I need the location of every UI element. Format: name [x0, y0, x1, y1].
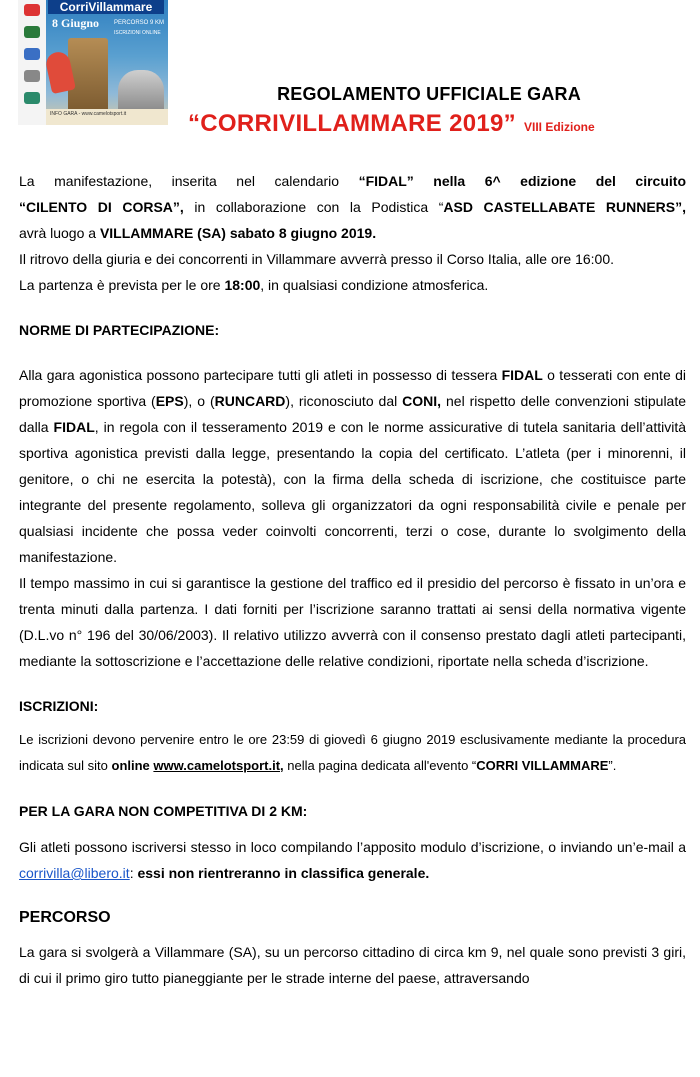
- sponsor-logo: [24, 4, 40, 16]
- poster-title: CorriVillammare: [48, 0, 164, 14]
- event-poster-image: [18, 0, 168, 125]
- poster-date: 8 Giugno: [52, 16, 100, 30]
- camelotsport-link[interactable]: www.camelotsport.it,: [153, 758, 284, 773]
- event-name: “CORRIVILLAMMARE 2019”: [188, 110, 516, 137]
- sponsor-logo: [24, 48, 40, 60]
- document-title: REGOLAMENTO UFFICIALE GARA: [277, 84, 581, 104]
- norme-paragraph: Alla gara agonistica possono partecipare tutti gli atleti in possesso di tessera FIDAL o tesserati con ente di promozione sportiva (EPS), o (RUNCARD), riconosciuto dal CONI, nel rispetto delle convenzioni stipulate dalla FIDAL, in regola con il tesseramento 2019 e con le norme assicurative di tutela sanitaria dell’attività sportiva agonistica previsti dalla legge, presentando la copia del certificato. L’atleta (per i minorenni, il genitore, o chi ne esercita la potestà), con la firma della scheda di iscrizione, che costituisce parte integrante del presente regolamento, solleva gli organizzatori da ogni responsabilità civile e penale per qualsiasi incidente che possa veder coinvolti concorrenti, terzi o cose, durante lo svolgimento della manifestazione.: [19, 367, 687, 565]
- section-title-noncompetitiva: PER LA GARA NON COMPETITIVA DI 2 KM:: [19, 803, 308, 819]
- meeting-point-text: Il ritrovo della giuria e dei concorrenti in Villammare avverrà presso il Corso Italia, alle ore 16:00.: [19, 251, 615, 267]
- norme-paragraph-2: Il tempo massimo in cui si garantisce la gestione del traffico ed il presidio del percorso è fissato in un’ora e trenta minuti dalla partenza. I dati forniti per l’iscrizione saranno trattati ai sensi della normativa vigente (D.L.vo n° 196 del 30/06/2003). Il relativo utilizzo avverrà con il consenso prestato dagli atleti partecipanti, mediante la sottoscrizione e l’accettazione delle relative condizioni, riportate nella scheda d’iscrizione.: [19, 575, 686, 669]
- sponsor-logo: [24, 26, 40, 38]
- poster-note: ISCRIZIONI ONLINE: [114, 30, 161, 36]
- intro-paragraph-cont: “CILENTO DI CORSA”, in collaborazione con la Podistica “ASD CASTELLABATE RUNNERS”,: [19, 199, 686, 215]
- sponsor-logo: [24, 70, 40, 82]
- percorso-paragraph: La gara si svolgerà a Villammare (SA), su un percorso cittadino di circa km 9, nel quale sono previsti 3 giri, di cui il primo giro tutto pianeggiante per le strade interne del paese, attraversando: [19, 944, 686, 986]
- poster-footer: [46, 109, 168, 125]
- section-title-norme: NORME DI PARTECIPAZIONE:: [19, 322, 220, 338]
- email-link[interactable]: corrivilla@libero.it: [19, 865, 130, 881]
- document-body: [19, 168, 686, 991]
- start-time-text: La partenza è prevista per le ore 18:00, in qualsiasi condizione atmosferica.: [19, 277, 489, 293]
- poster-distance: PERCORSO 9 KM: [114, 20, 165, 26]
- poster-town-shape: [118, 70, 164, 110]
- poster-tower-shape: [68, 38, 108, 110]
- iscrizioni-paragraph: Le iscrizioni devono pervenire entro le ore 23:59 di giovedì 6 giugno 2019 esclusivamente mediante la procedura indicata sul sito online www.camelotsport.it, nella pagina dedicata all'evento “CORRI VILLAMMARE”.: [19, 732, 686, 773]
- sponsor-logo: [24, 92, 40, 104]
- intro-paragraph-cont2: avrà luogo a VILLAMMARE (SA) sabato 8 giugno 2019.: [19, 225, 377, 241]
- poster-footer-text: INFO GARA - www.camelotsport.it: [50, 111, 127, 117]
- sponsor-logo-strip: [18, 0, 46, 125]
- event-title: [188, 110, 688, 138]
- intro-paragraph: La manifestazione, inserita nel calendario “FIDAL” nella 6^ edizione del circuito: [19, 173, 686, 189]
- section-title-percorso: PERCORSO: [19, 909, 111, 926]
- noncompetitiva-paragraph: Gli atleti possono iscriversi stesso in loco compilando l’apposito modulo d’iscrizione, o inviando un’e-mail a corrivilla@libero.it: essi non rientreranno in classifica generale.: [19, 839, 686, 881]
- section-title-iscrizioni: ISCRIZIONI:: [19, 698, 99, 714]
- edition-label: VIII Edizione: [523, 120, 595, 134]
